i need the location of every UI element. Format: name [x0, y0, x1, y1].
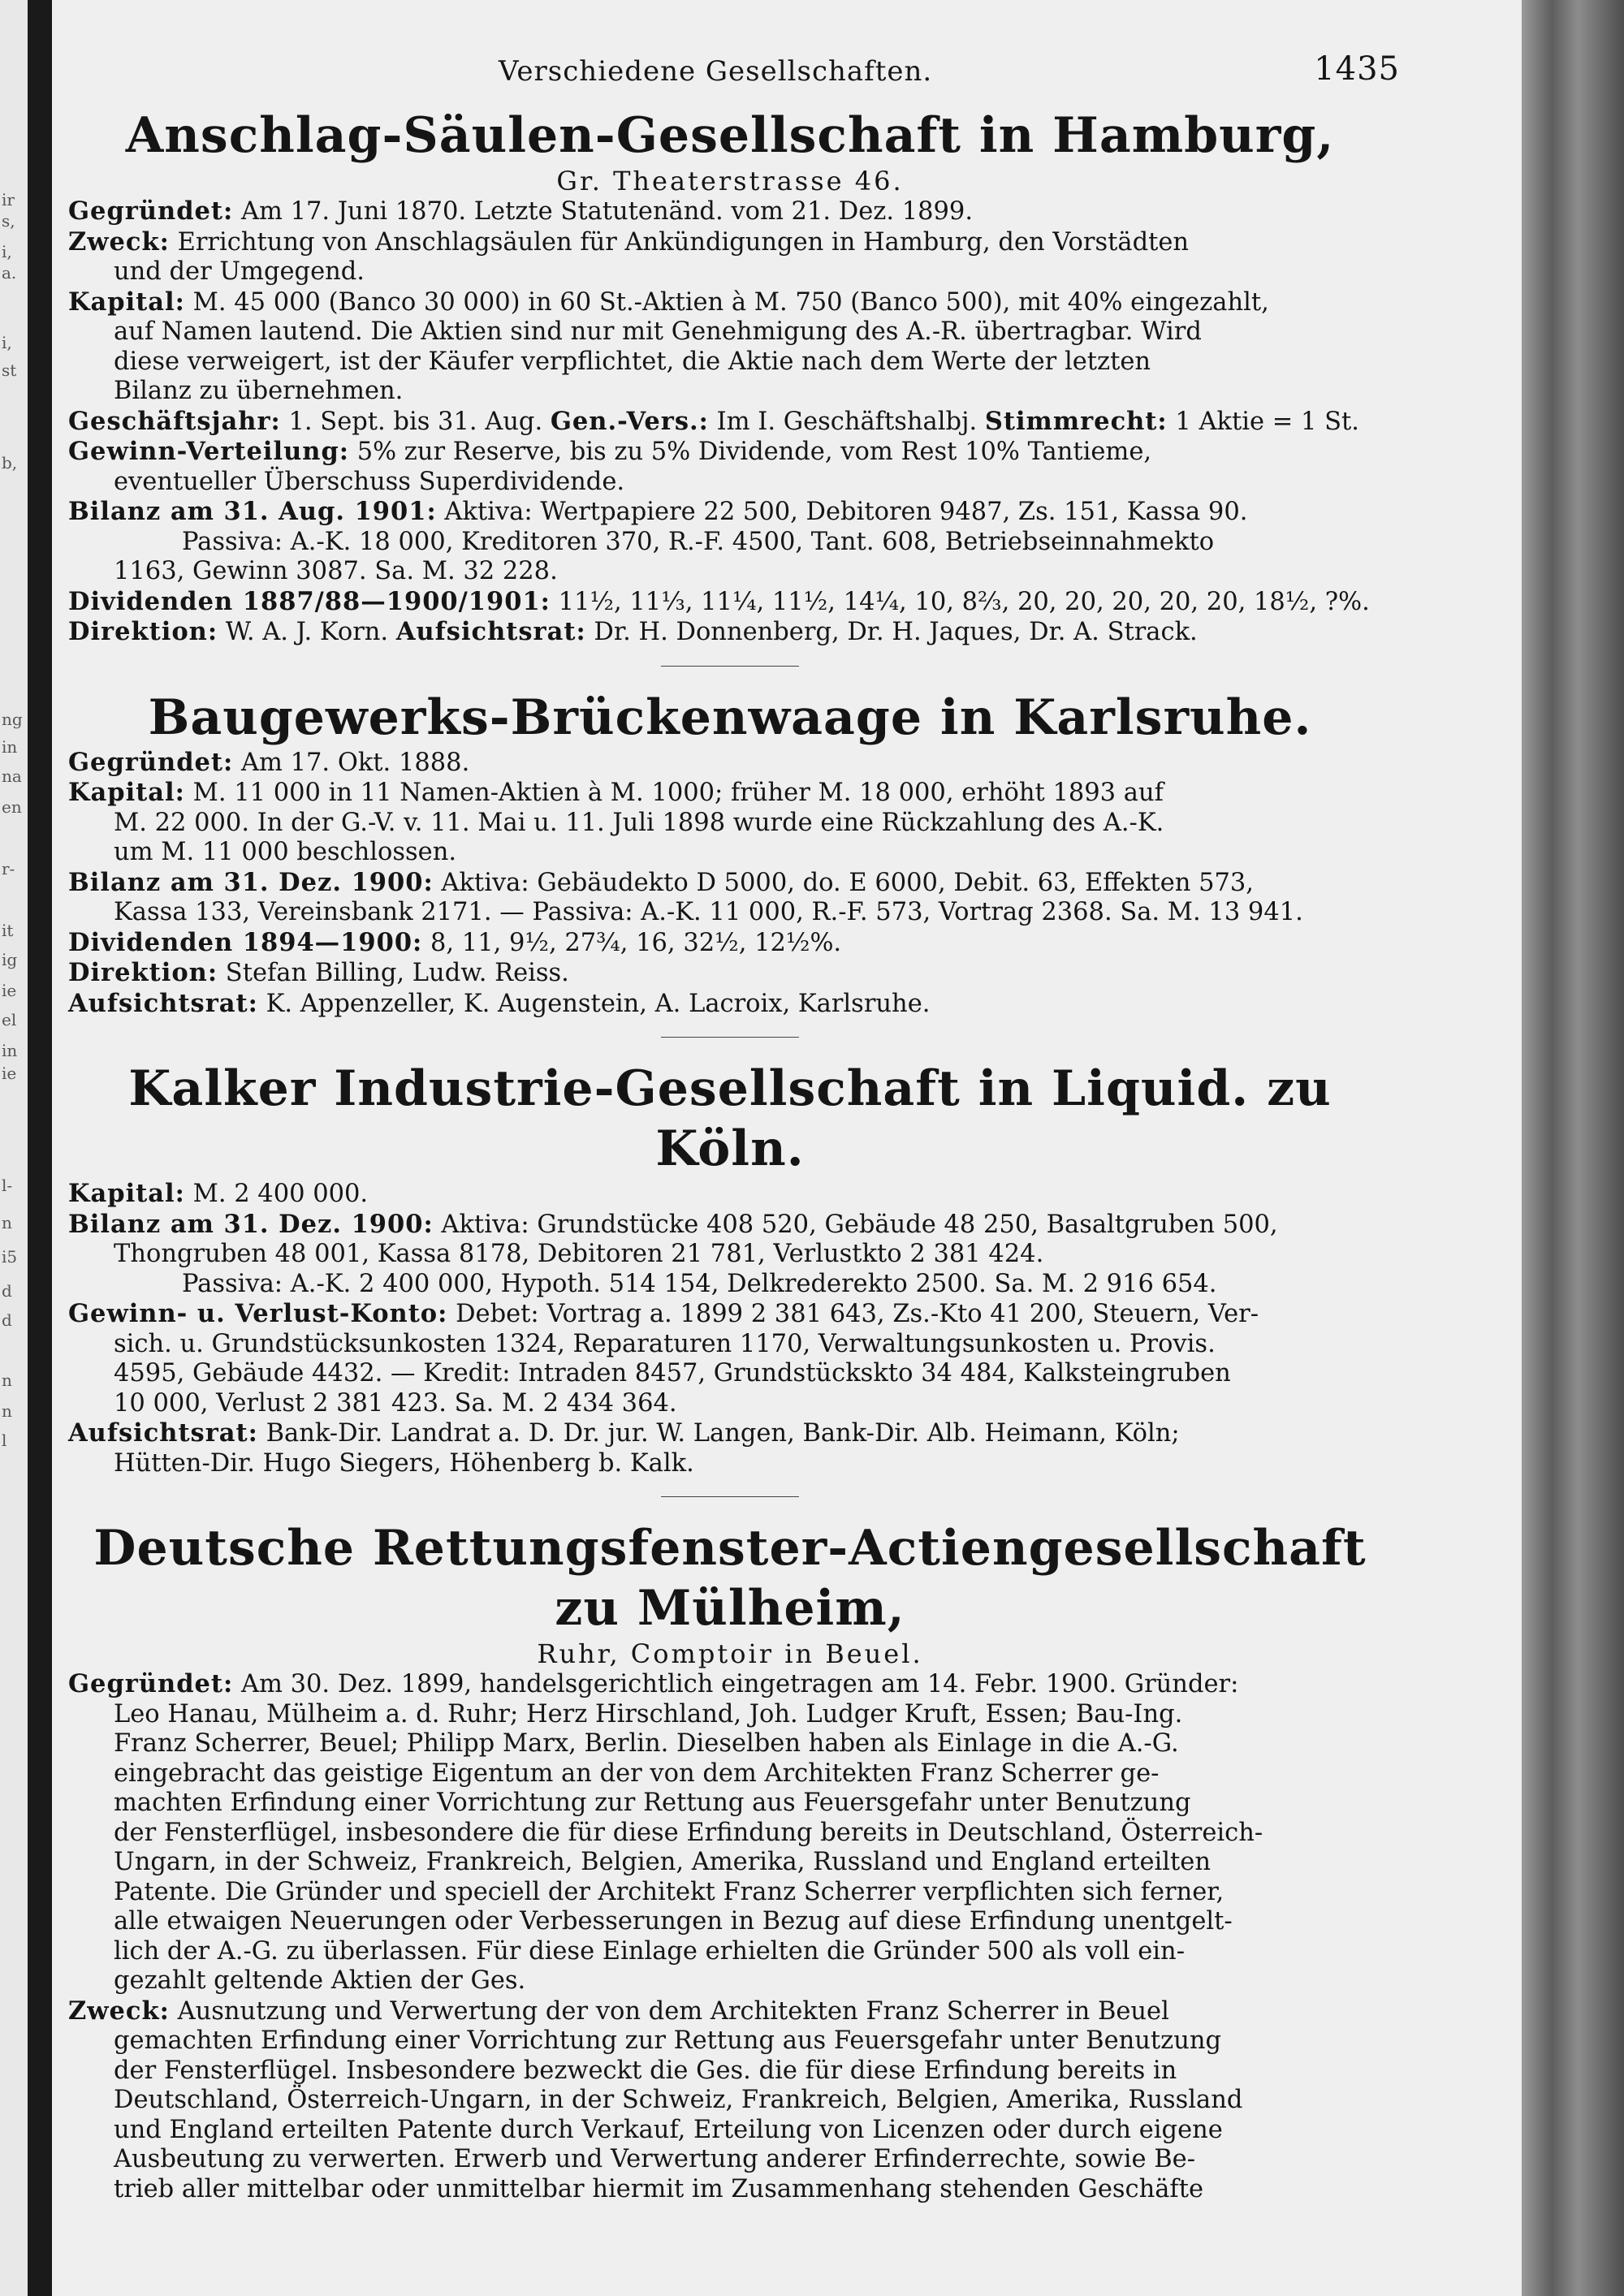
- margin-mark: ir: [2, 190, 15, 209]
- entry-continuation: Franz Scherrer, Beuel; Philipp Marx, Berlin. Dieselben haben als Einlage in die A.-G.: [114, 1729, 1179, 1758]
- entry-continuation: 10 000, Verlust 2 381 423. Sa. M. 2 434 364.: [114, 1388, 677, 1418]
- entry-continuation: Deutschland, Österreich-Ungarn, in der Schweiz, Frankreich, Belgien, Amerika, Russland: [114, 2086, 1243, 2114]
- entry-text: Bank-Dir. Landrat a. D. Dr. jur. W. Langen, Bank-Dir. Alb. Heimann, Köln;: [257, 1419, 1180, 1448]
- page-number: 1435: [1314, 50, 1400, 88]
- margin-mark: ig: [2, 950, 18, 969]
- entry-text: M. 45 000 (Banco 30 000) in 60 St.-Aktien à M. 750 (Banco 500), mit 40% eingezahlt,: [184, 287, 1269, 317]
- margin-mark: r-: [2, 859, 15, 878]
- section-kalker: [68, 1059, 1392, 1478]
- entry-continuation: eventueller Überschuss Superdividende.: [114, 467, 625, 496]
- margin-mark: i,: [2, 242, 12, 261]
- entry-aufsichtsrat: [68, 989, 1392, 1020]
- section-anschlag-saeulen: [68, 106, 1392, 648]
- margin-mark: i5: [2, 1247, 18, 1267]
- entry-continuation: Passiva: A.-K. 2 400 000, Hypoth. 514 154, Delkrederekto 2500. Sa. M. 2 916 654.: [182, 1269, 1217, 1298]
- entry-text: Am 17. Okt. 1888.: [233, 748, 470, 777]
- margin-mark: na: [2, 766, 22, 786]
- entry-text: Aktiva: Gebäudekto D 5000, do. E 6000, Debit. 63, Effekten 573,: [433, 868, 1254, 897]
- entry-continuation: Ausbeutung zu verwerten. Erwerb und Verwertung anderer Erfinderrechte, sowie Be-: [114, 2145, 1196, 2173]
- margin-mark: a.: [2, 263, 17, 283]
- entry-geschaeftsjahr: [68, 407, 1392, 438]
- entry-text: 11½, 11⅓, 11¼, 11½, 14¼, 10, 8⅔, 20, 20, 20, 20, 20, 18½, ?%.: [550, 587, 1370, 616]
- entry-zweck: [68, 227, 1392, 258]
- section-separator: [661, 666, 799, 667]
- entry-continuation: um M. 11 000 beschlossen.: [114, 838, 457, 866]
- entry-label: Bilanz am 31. Dez. 1900:: [68, 867, 434, 897]
- section-title: Anschlag-Säulen-Gesellschaft in Hamburg,: [125, 107, 1335, 164]
- entry-text: 5% zur Reserve, bis zu 5% Dividende, vom Rest 10% Tantieme,: [349, 438, 1152, 466]
- entry-label: Zweck:: [68, 227, 170, 257]
- entry-continuation: M. 22 000. In der G.-V. v. 11. Mai u. 11. Juli 1898 wurde eine Rückzahlung des A.-K.: [114, 808, 1164, 837]
- entry-label: Aufsichtsrat:: [68, 1418, 258, 1448]
- margin-mark: d: [2, 1310, 12, 1330]
- entry-continuation: Hütten-Dir. Hugo Siegers, Höhenberg b. Kalk.: [114, 1448, 694, 1478]
- entry-continuation: und der Umgegend.: [114, 257, 365, 286]
- entry-text: Errichtung von Anschlagsäulen für Ankündigungen in Hamburg, den Vorstädten: [169, 227, 1190, 257]
- entry-text: Im I. Geschäftshalbj.: [708, 407, 985, 436]
- margin-mark: en: [2, 797, 22, 817]
- entry-label: Gewinn- u. Verlust-Konto:: [68, 1299, 448, 1328]
- entry-text: M. 11 000 in 11 Namen-Aktien à M. 1000; früher M. 18 000, erhöht 1893 auf: [184, 779, 1164, 807]
- entry-text: Aktiva: Grundstücke 408 520, Gebäude 48 250, Basaltgruben 500,: [433, 1210, 1278, 1239]
- entry-continuation: Ungarn, in der Schweiz, Frankreich, Belgien, Amerika, Russland und England erteilten: [114, 1848, 1211, 1876]
- entry-gewinn-verlust: [68, 1299, 1392, 1330]
- section-baugewerks: [68, 688, 1392, 1020]
- margin-mark: ie: [2, 981, 17, 1000]
- entry-continuation: 1163, Gewinn 3087. Sa. M. 32 228.: [114, 557, 558, 585]
- page-edge: [1522, 0, 1624, 2296]
- running-head: [68, 49, 1400, 89]
- entry-continuation: Passiva: A.-K. 18 000, Kreditoren 370, R.-F. 4500, Tant. 608, Betriebseinnahmekto: [182, 527, 1215, 556]
- entry-continuation: Kassa 133, Vereinsbank 2171. — Passiva: A.-K. 11 000, R.-F. 573, Vortrag 2368. Sa. M. 13 941.: [114, 898, 1303, 926]
- entry-continuation: diese verweigert, ist der Käufer verpflichtet, die Aktie nach dem Werte der letzten: [114, 347, 1151, 376]
- entry-zweck: [68, 1996, 1392, 2027]
- margin-mark: n: [2, 1401, 12, 1421]
- section-title: Kalker Industrie-Gesellschaft in Liquid. zu Köln.: [128, 1060, 1332, 1177]
- entry-label: Kapital:: [68, 778, 185, 807]
- entry-continuation: Thongruben 48 001, Kassa 8178, Debitoren 21 781, Verlustkto 2 381 424.: [114, 1240, 1044, 1268]
- entry-continuation: lich der A.-G. zu überlassen. Für diese Einlage erhielten die Gründer 500 als voll ein-: [114, 1936, 1186, 1966]
- entry-text: 1 Aktie = 1 St.: [1167, 407, 1359, 436]
- section-separator: [661, 1037, 799, 1038]
- margin-mark: b,: [2, 453, 18, 473]
- page-content: [68, 49, 1400, 2204]
- entry-label: Bilanz am 31. Dez. 1900:: [68, 1209, 434, 1239]
- entry-text: Stefan Billing, Ludw. Reiss.: [218, 959, 569, 987]
- entry-continuation: eingebracht das geistige Eigentum an der von dem Architekten Franz Scherrer ge-: [114, 1759, 1160, 1788]
- entry-aufsichtsrat: [68, 1418, 1392, 1449]
- entry-continuation: sich. u. Grundstücksunkosten 1324, Reparaturen 1170, Verwaltungsunkosten u. Provis.: [114, 1329, 1216, 1358]
- margin-mark: d: [2, 1281, 12, 1301]
- entry-kapital: [68, 778, 1392, 809]
- section-title: Deutsche Rettungsfenster-Actiengesellschaft zu Mülheim,: [93, 1520, 1367, 1637]
- entry-label: Kapital:: [68, 1179, 185, 1208]
- entry-continuation: trieb aller mittelbar oder unmittelbar hiermit im Zusammenhang stehenden Geschäfte: [114, 2174, 1204, 2203]
- entry-continuation: Bilanz zu übernehmen.: [114, 377, 404, 405]
- entry-text: Ausnutzung und Verwertung der von dem Architekten Franz Scherrer in Beuel: [169, 1996, 1169, 2026]
- entry-label: Aufsichtsrat:: [395, 617, 586, 646]
- entry-label: Gewinn-Verteilung:: [68, 437, 350, 466]
- entry-gegruendet: [68, 1669, 1392, 1700]
- entry-label: Dividenden 1894—1900:: [68, 927, 423, 957]
- section-separator: [661, 1496, 799, 1497]
- margin-mark: n: [2, 1213, 12, 1232]
- section-subtitle: Ruhr, Comptoir in Beuel.: [537, 1638, 923, 1669]
- margin-mark: in: [2, 1041, 18, 1060]
- running-head-title: Verschiedene Gesellschaften.: [499, 55, 933, 88]
- entry-label: Gegründet:: [68, 747, 234, 777]
- entry-label: Kapital:: [68, 287, 185, 317]
- entry-text: W. A. J. Korn.: [218, 618, 396, 646]
- entry-text: M. 2 400 000.: [184, 1180, 369, 1208]
- entry-label: Direktion:: [68, 958, 218, 987]
- entry-label: Zweck:: [68, 1996, 170, 2026]
- entry-continuation: der Fensterflügel. Insbesondere bezweckt die Ges. die für diese Erfindung bereits in: [114, 2056, 1177, 2085]
- entry-continuation: alle etwaigen Neuerungen oder Verbesserungen in Bezug auf diese Erfindung unentgelt-: [114, 1907, 1233, 1936]
- entry-kapital: [68, 287, 1392, 318]
- margin-mark: ie: [2, 1064, 17, 1083]
- margin-mark: st: [2, 360, 17, 380]
- entry-label: Dividenden 1887/88—1900/1901:: [68, 586, 551, 616]
- entry-text: Am 17. Juni 1870. Letzte Statutenänd. vom 21. Dez. 1899.: [233, 197, 974, 226]
- entry-bilanz: [68, 868, 1392, 899]
- entry-text: Aktiva: Wertpapiere 22 500, Debitoren 9487, Zs. 151, Kassa 90.: [436, 498, 1248, 526]
- section-subtitle: Gr. Theaterstrasse 46.: [556, 166, 904, 196]
- margin-mark: i,: [2, 333, 12, 352]
- entry-continuation: Patente. Die Gründer und speciell der Architekt Franz Scherrer verpflichten sich ferner,: [114, 1877, 1224, 1906]
- entry-continuation: auf Namen lautend. Die Aktien sind nur mit Genehmigung des A.-R. übertragbar. Wird: [114, 317, 1202, 346]
- entry-continuation: gezahlt geltende Aktien der Ges.: [114, 1966, 526, 1995]
- entry-dividenden: [68, 928, 1392, 959]
- entry-text: 1. Sept. bis 31. Aug.: [280, 407, 551, 436]
- entry-label: Gegründet:: [68, 1669, 234, 1698]
- entry-label: Aufsichtsrat:: [68, 988, 258, 1018]
- entry-text: K. Appenzeller, K. Augenstein, A. Lacroix, Karlsruhe.: [257, 989, 931, 1018]
- binding-shadow: [28, 0, 52, 2296]
- entry-gewinn-verteilung: [68, 437, 1392, 468]
- entry-text: Am 30. Dez. 1899, handelsgerichtlich eingetragen am 14. Febr. 1900. Gründer:: [233, 1670, 1239, 1698]
- entry-gegruendet: [68, 196, 1392, 227]
- entry-continuation: und England erteilten Patente durch Verkauf, Erteilung von Licenzen oder durch eigene: [114, 2115, 1223, 2144]
- margin-mark: s,: [2, 211, 15, 231]
- margin-mark: el: [2, 1010, 17, 1029]
- entry-continuation: 4595, Gebäude 4432. — Kredit: Intraden 8457, Grundstückskto 34 484, Kalksteingruben: [114, 1359, 1231, 1388]
- entry-bilanz: [68, 1210, 1392, 1241]
- entry-label: Gen.-Vers.:: [550, 406, 709, 436]
- entry-label: Geschäftsjahr:: [68, 406, 281, 436]
- entry-text: Dr. H. Donnenberg, Dr. H. Jaques, Dr. A. Strack.: [585, 618, 1198, 646]
- entry-text: 8, 11, 9½, 27¾, 16, 32½, 12½%.: [422, 928, 842, 957]
- margin-mark: it: [2, 921, 14, 940]
- section-rettungsfenster: [68, 1518, 1392, 2204]
- entry-label: Direktion:: [68, 617, 218, 646]
- entry-kapital: [68, 1179, 1392, 1210]
- entry-direktion: [68, 617, 1392, 648]
- entry-gegruendet: [68, 748, 1392, 779]
- entry-continuation: gemachten Erfindung einer Vorrichtung zur Rettung aus Feuersgefahr unter Benutzung: [114, 2026, 1222, 2055]
- margin-mark: ng: [2, 710, 23, 729]
- entry-label: Gegründet:: [68, 196, 234, 226]
- margin-mark: in: [2, 737, 18, 757]
- entry-dividenden: [68, 587, 1392, 618]
- entry-text: Debet: Vortrag a. 1899 2 381 643, Zs.-Kto 41 200, Steuern, Ver-: [447, 1300, 1259, 1328]
- entry-continuation: Leo Hanau, Mülheim a. d. Ruhr; Herz Hirschland, Joh. Ludger Kruft, Essen; Bau-Ing.: [114, 1699, 1183, 1728]
- section-title: Baugewerks-Brückenwaage in Karlsruhe.: [148, 688, 1312, 746]
- entry-continuation: machten Erfindung einer Vorrichtung zur Rettung aus Feuersgefahr unter Benutzung: [114, 1789, 1191, 1817]
- entry-label: Stimmrecht:: [984, 406, 1168, 436]
- entry-label: Bilanz am 31. Aug. 1901:: [68, 497, 437, 526]
- margin-mark: n: [2, 1370, 12, 1390]
- margin-mark: l-: [2, 1176, 13, 1195]
- entry-bilanz: [68, 497, 1392, 528]
- entry-direktion: [68, 958, 1392, 989]
- entry-continuation: der Fensterflügel, insbesondere die für diese Erfindung bereits in Deutschland, Österreich-: [114, 1818, 1263, 1847]
- margin-mark: l: [2, 1431, 7, 1450]
